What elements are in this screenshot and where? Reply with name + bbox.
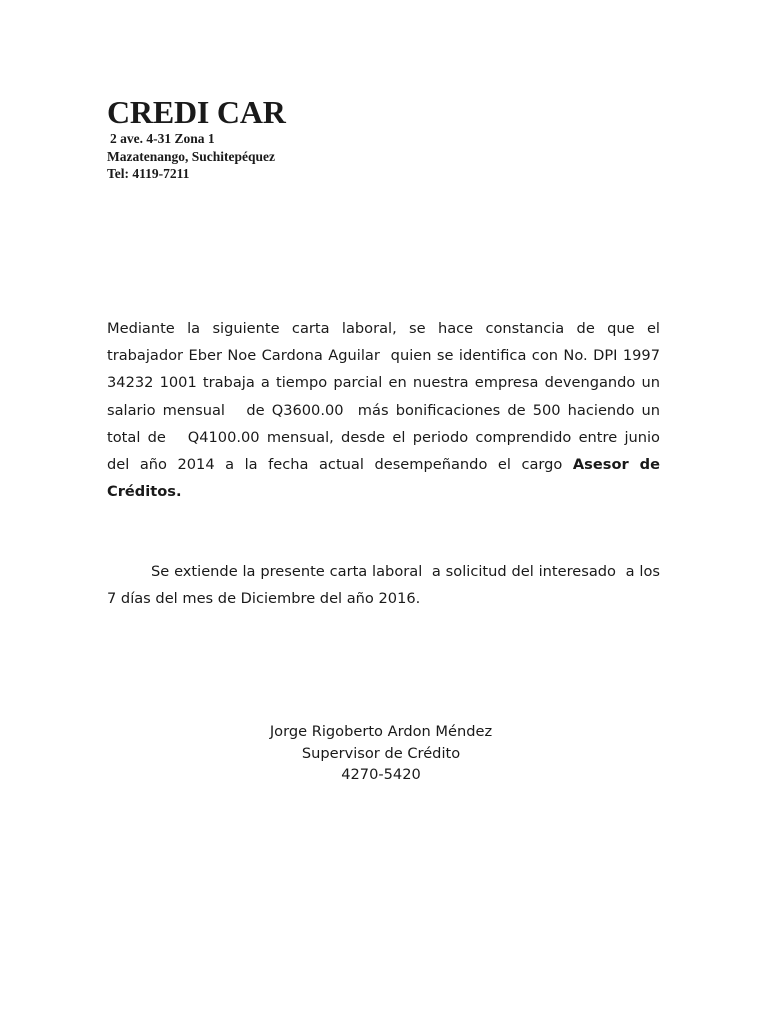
letterhead	[107, 94, 286, 183]
issuance-paragraph	[107, 558, 665, 612]
company-address: 2 ave. 4-31 Zona 1	[110, 131, 215, 146]
issuance-text: Se extiende la presente carta laboral a solicitud del interesado a los 7 días del mes de Diciembre del año 2016.	[107, 563, 665, 608]
company-name: CREDI CAR	[107, 94, 286, 130]
signer-name: Jorge Rigoberto Ardon Méndez	[269, 723, 493, 740]
signature-block	[107, 721, 655, 786]
signer-phone: 4270-5420	[341, 766, 421, 783]
company-city: Mazatenango, Suchitepéquez	[107, 148, 275, 164]
employment-paragraph	[107, 315, 670, 505]
employment-text: Mediante la siguiente carta laboral, se hace constancia de que el trabajador Eber Noe Cardona Aguilar quien se identifica con No. DPI 1997 34232 1001 trabaja a tiempo parcial en nuestra empresa devengando un salario mensual de Q3600.00 más bonificaciones de 500 haciendo un total de Q4100.00 mensual, desde el periodo comprendido entre junio del año 2014 a la fecha actual desempeñando el cargo	[107, 320, 670, 474]
signer-title: Supervisor de Crédito	[301, 744, 461, 762]
job-position: Asesor de Créditos.	[107, 456, 666, 501]
company-phone: Tel: 4119-7211	[107, 166, 190, 181]
